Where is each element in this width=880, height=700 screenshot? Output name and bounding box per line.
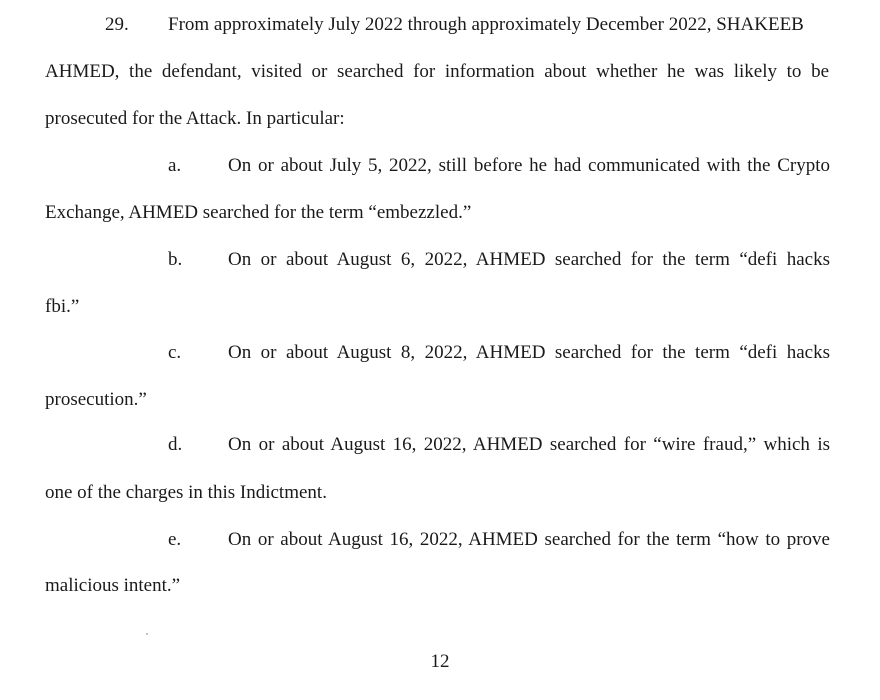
paragraph-line-3: prosecuted for the Attack. In particular: (45, 108, 345, 129)
page-number: 12 (430, 651, 450, 672)
paragraph-number: 29. (105, 14, 129, 35)
paragraph-line-1: From approximately July 2022 through approximately December 2022, SHAKEEB (168, 14, 804, 35)
item-line-2: prosecution.” (45, 389, 147, 410)
item-line-1: On or about August 16, 2022, AHMED searched for the term “how to prove (228, 529, 830, 550)
item-letter: b. (168, 249, 183, 270)
item-line-1: On or about August 16, 2022, AHMED searched for “wire fraud,” which is (228, 434, 830, 455)
item-letter: e. (168, 529, 182, 550)
item-line-1: On or about August 8, 2022, AHMED searched for the term “defi hacks (228, 342, 830, 363)
item-line-2: Exchange, AHMED searched for the term “embezzled.” (45, 202, 472, 223)
item-letter: d. (168, 434, 183, 455)
item-line-2: malicious intent.” (45, 575, 181, 596)
scan-speck (146, 633, 148, 635)
paragraph-line-2: AHMED, the defendant, visited or searched for information about whether he was likely to be (45, 61, 829, 82)
item-line-1: On or about July 5, 2022, still before he had communicated with the Crypto (228, 155, 830, 176)
item-line-2: one of the charges in this Indictment. (45, 482, 327, 503)
item-letter: a. (168, 155, 182, 176)
item-line-1: On or about August 6, 2022, AHMED searched for the term “defi hacks (228, 249, 830, 270)
item-letter: c. (168, 342, 182, 363)
item-line-2: fbi.” (45, 296, 80, 317)
